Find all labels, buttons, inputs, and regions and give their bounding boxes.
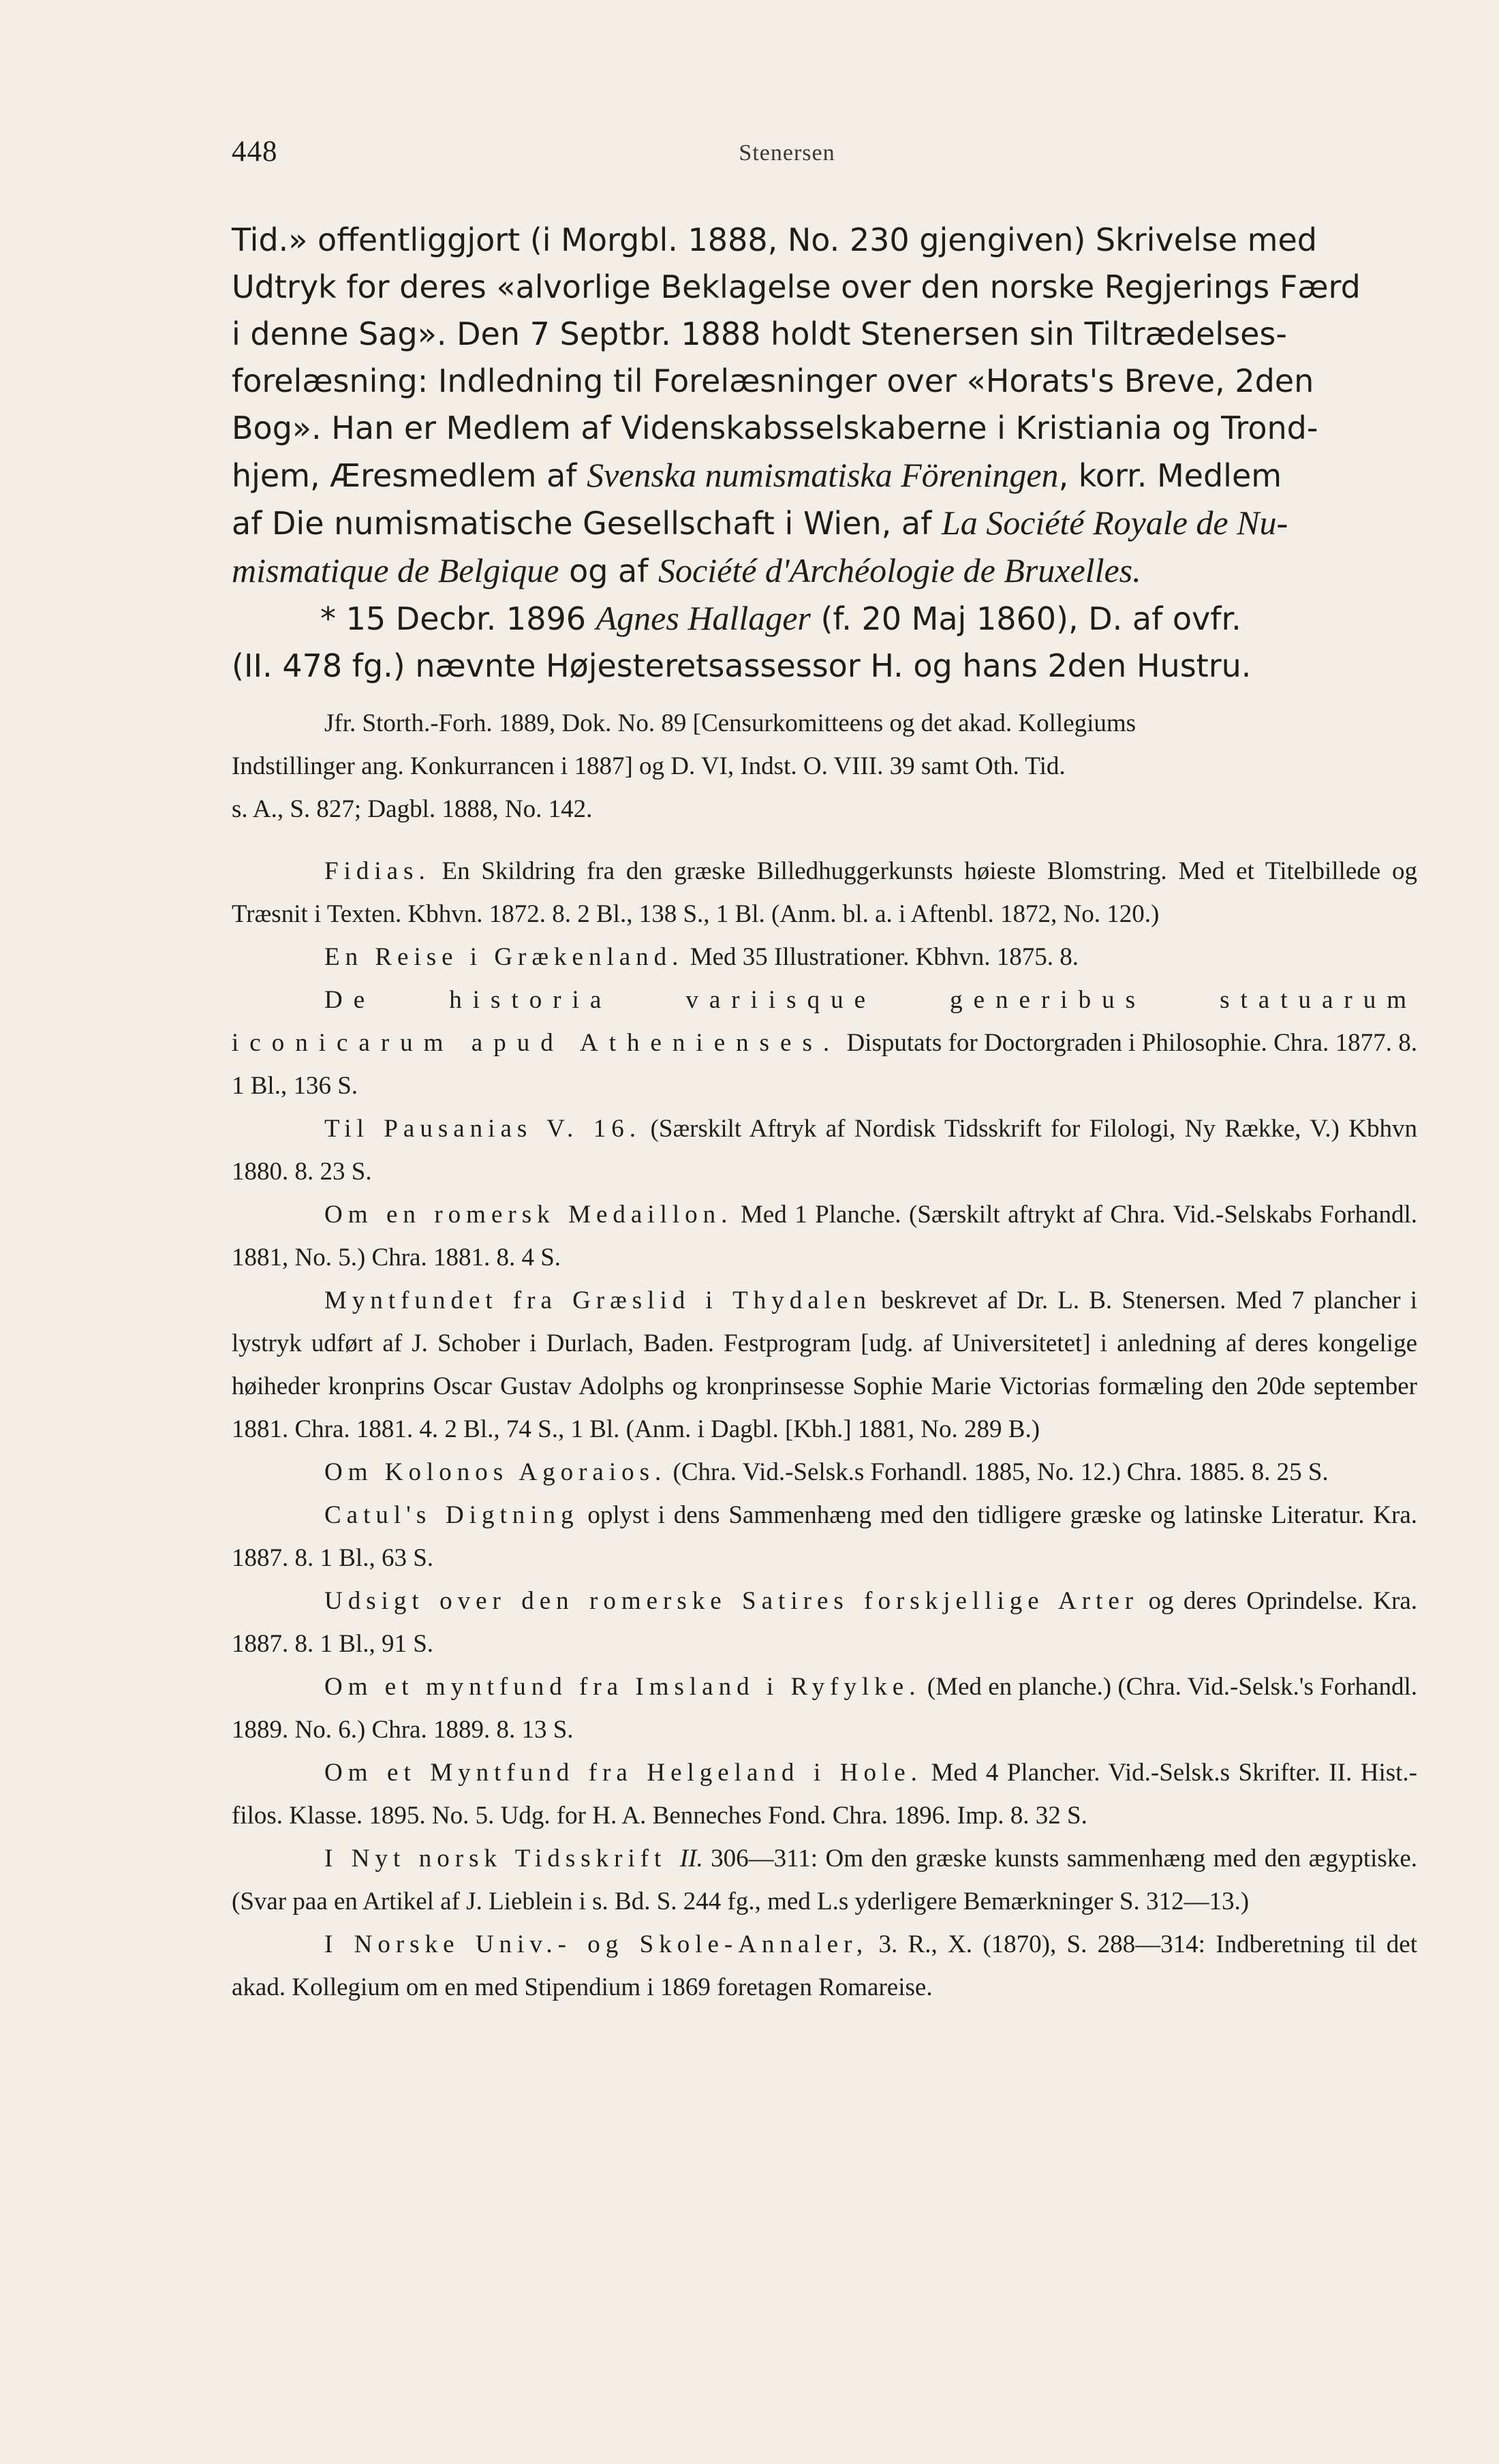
italic-volume-number: II.: [679, 1845, 703, 1873]
entry-title: Udsigt over den romerske Satires forskjellige Arter: [324, 1587, 1139, 1615]
entry-text: 306—311: Om den græske kunsts sammenhæng med den ægyptiske. (Svar paa en Artikel af J. Lieblein i s. Bd. S. 244 fg., med L.s yderligere Bemærkninger S. 312—13.): [232, 1845, 1417, 1915]
entry-text: oplyst i dens Sammenhæng med den tidligere græske og latinske Literatur. Kra. 1887. 8. 1 Bl., 63 S.: [232, 1501, 1417, 1572]
text-fragment: * 15 Decbr. 1896: [320, 600, 596, 637]
entry-text: og deres Oprindelse. Kra. 1887. 8. 1 Bl., 91 S.: [232, 1587, 1418, 1658]
bibliography-entry: [232, 1665, 1417, 1751]
text-line: Tid.» offentliggjort (i Morgbl. 1888, No. 230 gjengiven) Skrivelse med: [232, 221, 1317, 258]
italic-society-name: La Société Royale de Nu-: [941, 504, 1288, 542]
running-head: Stenersen: [739, 140, 835, 166]
text-line: forelæsning: Indledning til Forelæsninger over «Horats's Breve, 2den: [232, 363, 1314, 399]
text-line: i denne Sag». Den 7 Septbr. 1888 holdt Stenersen sin Tiltrædelses-: [232, 315, 1287, 352]
text-line: Udtryk for deres «alvorlige Beklagelse over den norske Regjerings Færd: [232, 268, 1361, 305]
text-fragment: af Die numismatische Gesellschaft i Wien, af: [232, 505, 942, 542]
bibliography-entry: [232, 1837, 1417, 1923]
italic-society-name: Société d'Archéologie de Bruxelles.: [658, 551, 1141, 589]
entry-title: Om et Myntfund fra Helgeland i Hole.: [324, 1759, 923, 1787]
bibliography-entry: [232, 1580, 1417, 1665]
entry-title: Om en romersk Medaillon.: [324, 1201, 733, 1229]
bibliography-entry: [232, 1923, 1417, 2009]
source-line: Indstillinger ang. Konkurrancen i 1887] og D. VI, Indst. O. VIII. 39 samt Oth. Tid.: [232, 752, 1066, 780]
entry-text: En Skildring fra den græske Billedhuggerkunsts høieste Blomstring. Med et Titelbillede og Træsnit i Texten. Kbhvn. 1872. 8. 2 Bl., 138 S., 1 Bl. (Anm. bl. a. i Aftenbl. 1872, No. 120.): [232, 857, 1417, 928]
text-fragment: (f. 20 Maj 1860), D. af ovfr.: [810, 600, 1241, 637]
entry-text: 3. R., X. (1870), S. 288—314: Indberetning til det akad. Kollegium om en med Stipendium i 1869 foretagen Romareise.: [232, 1930, 1417, 2001]
page-content: [232, 217, 1417, 2009]
text-fragment: hjem, Æresmedlem af: [232, 457, 587, 494]
entry-text: beskrevet af Dr. L. B. Stenersen. Med 7 plancher i lystryk udført af J. Schober i Durlach, Baden. Festprogram [udg. af Universitetet] i anledning af deres kongelige høiheder kronprins Oscar Gustav Adolphs og kronprinsesse Sophie Marie Victorias formæling den 20de september 1881. Chra. 1881. 4. 2 Bl., 74 S., 1 Bl. (Anm. i Dagbl. [Kbh.] 1881, No. 289 B.): [232, 1287, 1417, 1443]
text-fragment: og af: [559, 553, 659, 589]
source-line: s. A., S. 827; Dagbl. 1888, No. 142.: [232, 795, 593, 823]
entry-title: I Nyt norsk Tidsskrift: [324, 1845, 680, 1873]
italic-society-name: Svenska numismatiska Föreningen: [587, 456, 1059, 494]
text-line: [232, 547, 1417, 595]
bibliography-entry: [232, 850, 1417, 936]
entry-title: Om Kolonos Agoraios.: [324, 1458, 667, 1486]
biography-text: [232, 217, 1417, 690]
bibliography-entry: [232, 1279, 1417, 1451]
entry-title: I Norske Univ.- og Skole-Annaler,: [324, 1930, 869, 1958]
source-references: [232, 702, 1417, 831]
entry-text: Med 35 Illustrationer. Kbhvn. 1875. 8.: [683, 943, 1079, 971]
entry-title: De historia variisque generibus statuarum iconicarum apud Athenienses.: [232, 986, 1417, 1057]
page-number: 448: [232, 136, 278, 168]
entry-text: Med 1 Planche. (Særskilt aftrykt af Chra. Vid.-Selskabs Forhandl. 1881, No. 5.) Chra. 1881. 8. 4 S.: [232, 1201, 1418, 1272]
bibliography-entry: [232, 979, 1417, 1107]
text-line: (II. 478 fg.) nævnte Højesteretsassessor H. og hans 2den Hustru.: [232, 647, 1252, 684]
text-line: [232, 452, 1417, 499]
bibliography-entry: [232, 1494, 1417, 1580]
entry-title: En Reise i Grækenland.: [324, 943, 684, 971]
entry-title: Til Pausanias V. 16.: [324, 1115, 642, 1143]
bibliography-entry: [232, 1451, 1417, 1494]
bibliography-entry: [232, 1193, 1417, 1279]
entry-title: Myntfundet fra Græslid i Thydalen: [324, 1287, 871, 1314]
bibliography-entry: [232, 936, 1417, 979]
entry-title: Om et myntfund fra Imsland i Ryfylke.: [324, 1673, 921, 1701]
text-line: [232, 595, 1417, 643]
entry-title: Catul's Digtning: [324, 1501, 579, 1529]
bibliography-entry: [232, 1107, 1417, 1193]
bibliography-list: [232, 850, 1417, 2009]
entry-text: (Særskilt Aftryk af Nordisk Tidsskrift for Filologi, Ny Række, V.) Kbhvn 1880. 8. 23 S.: [232, 1115, 1417, 1186]
entry-text: Med 4 Plancher. Vid.-Selsk.s Skrifter. II. Hist.-filos. Klasse. 1895. No. 5. Udg. for H. A. Benneches Fond. Chra. 1896. Imp. 8. 32 S.: [232, 1759, 1417, 1830]
page-header: [232, 135, 1342, 176]
entry-title: Fidias.: [324, 857, 431, 885]
source-line: Jfr. Storth.-Forh. 1889, Dok. No. 89 [Censurkomitteens og det akad. Kollegiums: [324, 709, 1137, 737]
entry-text: (Chra. Vid.-Selsk.s Forhandl. 1885, No. 12.) Chra. 1885. 8. 25 S.: [666, 1458, 1329, 1486]
entry-text: Disputats for Doctorgraden i Philosophie. Chra. 1877. 8. 1 Bl., 136 S.: [232, 1029, 1418, 1100]
text-fragment: , korr. Medlem: [1058, 457, 1282, 494]
text-line: Bog». Han er Medlem af Videnskabsselskaberne i Kristiania og Trond-: [232, 410, 1318, 446]
italic-society-name: mismatique de Belgique: [232, 551, 559, 589]
italic-person-name: Agnes Hallager: [596, 599, 811, 637]
entry-text: (Med en planche.) (Chra. Vid.-Selsk.'s Forhandl. 1889. No. 6.) Chra. 1889. 8. 13 S.: [232, 1673, 1417, 1744]
text-line: [232, 499, 1417, 547]
bibliography-entry: [232, 1751, 1417, 1837]
